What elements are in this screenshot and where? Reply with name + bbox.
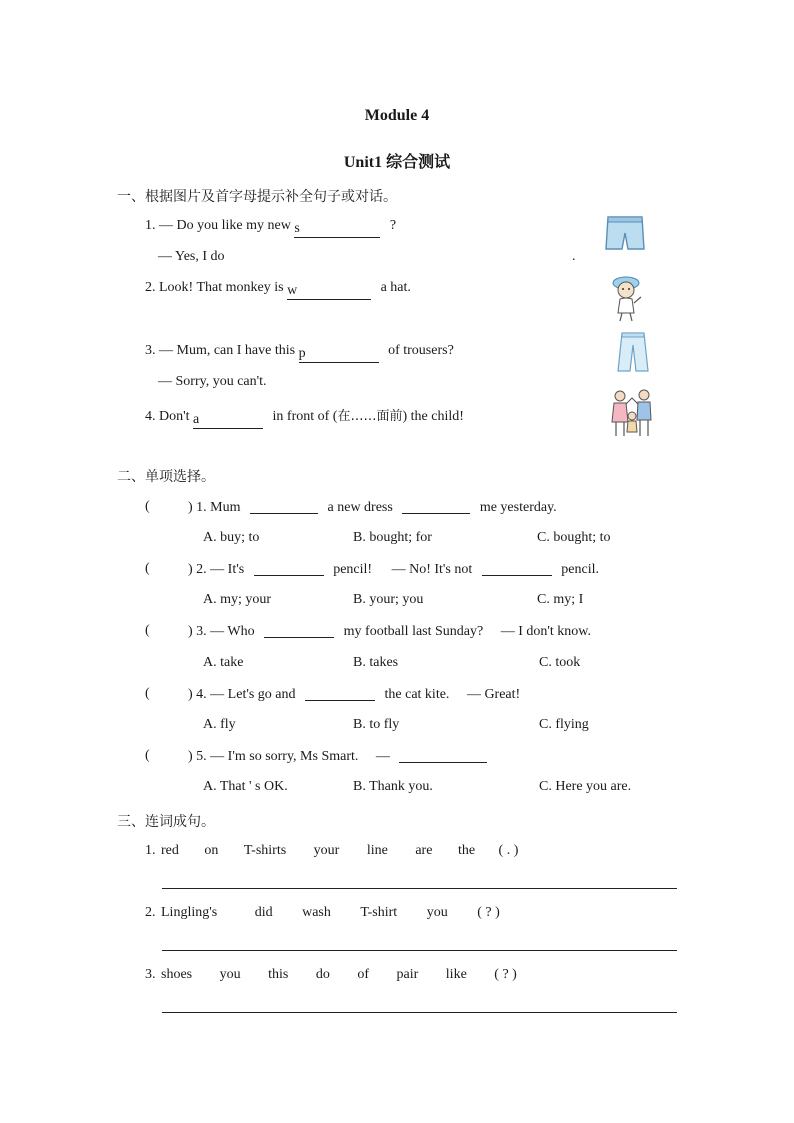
monkey-with-hat-icon	[608, 273, 644, 323]
s2-q5-option-a: A. That ' s OK.	[203, 779, 288, 794]
s3-item3-answer-line[interactable]	[162, 1012, 677, 1013]
s3-item3-words: 3. shoes you this do of pair like ( ? )	[145, 967, 517, 982]
s2-q5-paren-open: (	[145, 748, 150, 763]
section1-title: 一、根据图片及首字母提示补全句子或对话。	[117, 189, 397, 205]
s3-item2-answer-line[interactable]	[162, 950, 677, 951]
s1-q3: 3. — Mum, can I have this p of trousers?	[145, 343, 454, 361]
s2-q4-paren-open: (	[145, 686, 150, 701]
s2-q3-option-b: B. takes	[353, 655, 399, 670]
s2-q2-option-b: B. your; you	[353, 592, 424, 607]
s2-q2-answer[interactable]: ) 2. — It's pencil! — No! It's not pencil.	[188, 562, 599, 577]
s3-item2-words: 2. Lingling's did wash T-shirt you ( ? )	[145, 905, 500, 920]
s2-q3-option-a: A. take	[203, 655, 244, 670]
s1-q3-blank[interactable]: p	[299, 346, 379, 363]
s1-q2: 2. Look! That monkey is w a hat.	[145, 280, 411, 298]
section2-title: 二、单项选择。	[117, 469, 215, 485]
s2-q4-option-b: B. to fly	[353, 717, 400, 732]
s1-q4-blank[interactable]: a	[193, 412, 263, 429]
s2-q1-option-c: C. bought; to	[537, 530, 611, 545]
s1-q2-blank[interactable]: w	[287, 283, 371, 300]
s1-q1-blank[interactable]: s	[294, 221, 380, 238]
s2-q5-answer[interactable]: ) 5. — I'm so sorry, Ms Smart. —	[188, 748, 493, 765]
s2-q1-option-a: A. buy; to	[203, 530, 260, 545]
s3-item1-answer-line[interactable]	[162, 888, 677, 889]
family-icon	[608, 388, 656, 440]
s2-q1-paren-open: (	[145, 499, 150, 514]
s1-q1: 1. — Do you like my new s ?	[145, 218, 397, 236]
s1-q4: 4. Don't a in front of (在……面前) the child!	[145, 409, 464, 427]
s2-q4-option-c: C. flying	[539, 717, 589, 732]
section3-title: 三、连词成句。	[117, 814, 215, 830]
s2-q4-option-a: A. fly	[203, 717, 236, 732]
s2-q3-answer[interactable]: ) 3. — Who my football last Sunday? — I don't know.	[188, 624, 592, 639]
s2-q2-paren-open: (	[145, 561, 150, 576]
trousers-icon	[616, 331, 650, 373]
shorts-icon	[604, 213, 646, 257]
s2-q5-option-c: C. Here you are.	[539, 779, 632, 794]
s2-q2-option-c: C. my; I	[537, 592, 584, 607]
s1-q1-reply: — Yes, I do .	[158, 249, 576, 264]
s3-item1-words: 1. red on T-shirts your line are the ( . )	[145, 843, 519, 858]
s2-q5-option-b: B. Thank you.	[353, 779, 433, 794]
s2-q1-answer[interactable]: ) 1. Mum a new dress me yesterday.	[188, 500, 557, 515]
s2-q3-paren-open: (	[145, 623, 150, 638]
s2-q2-option-a: A. my; your	[203, 592, 272, 607]
module-title: Module 4	[364, 107, 430, 124]
unit-title: Unit1 综合测试	[343, 154, 451, 171]
s1-q3-reply: — Sorry, you can't.	[158, 374, 267, 389]
s2-q1-option-b: B. bought; for	[353, 530, 432, 545]
s2-q4-answer[interactable]: ) 4. — Let's go and the cat kite. — Great!	[188, 687, 521, 702]
s2-q3-option-c: C. took	[539, 655, 581, 670]
